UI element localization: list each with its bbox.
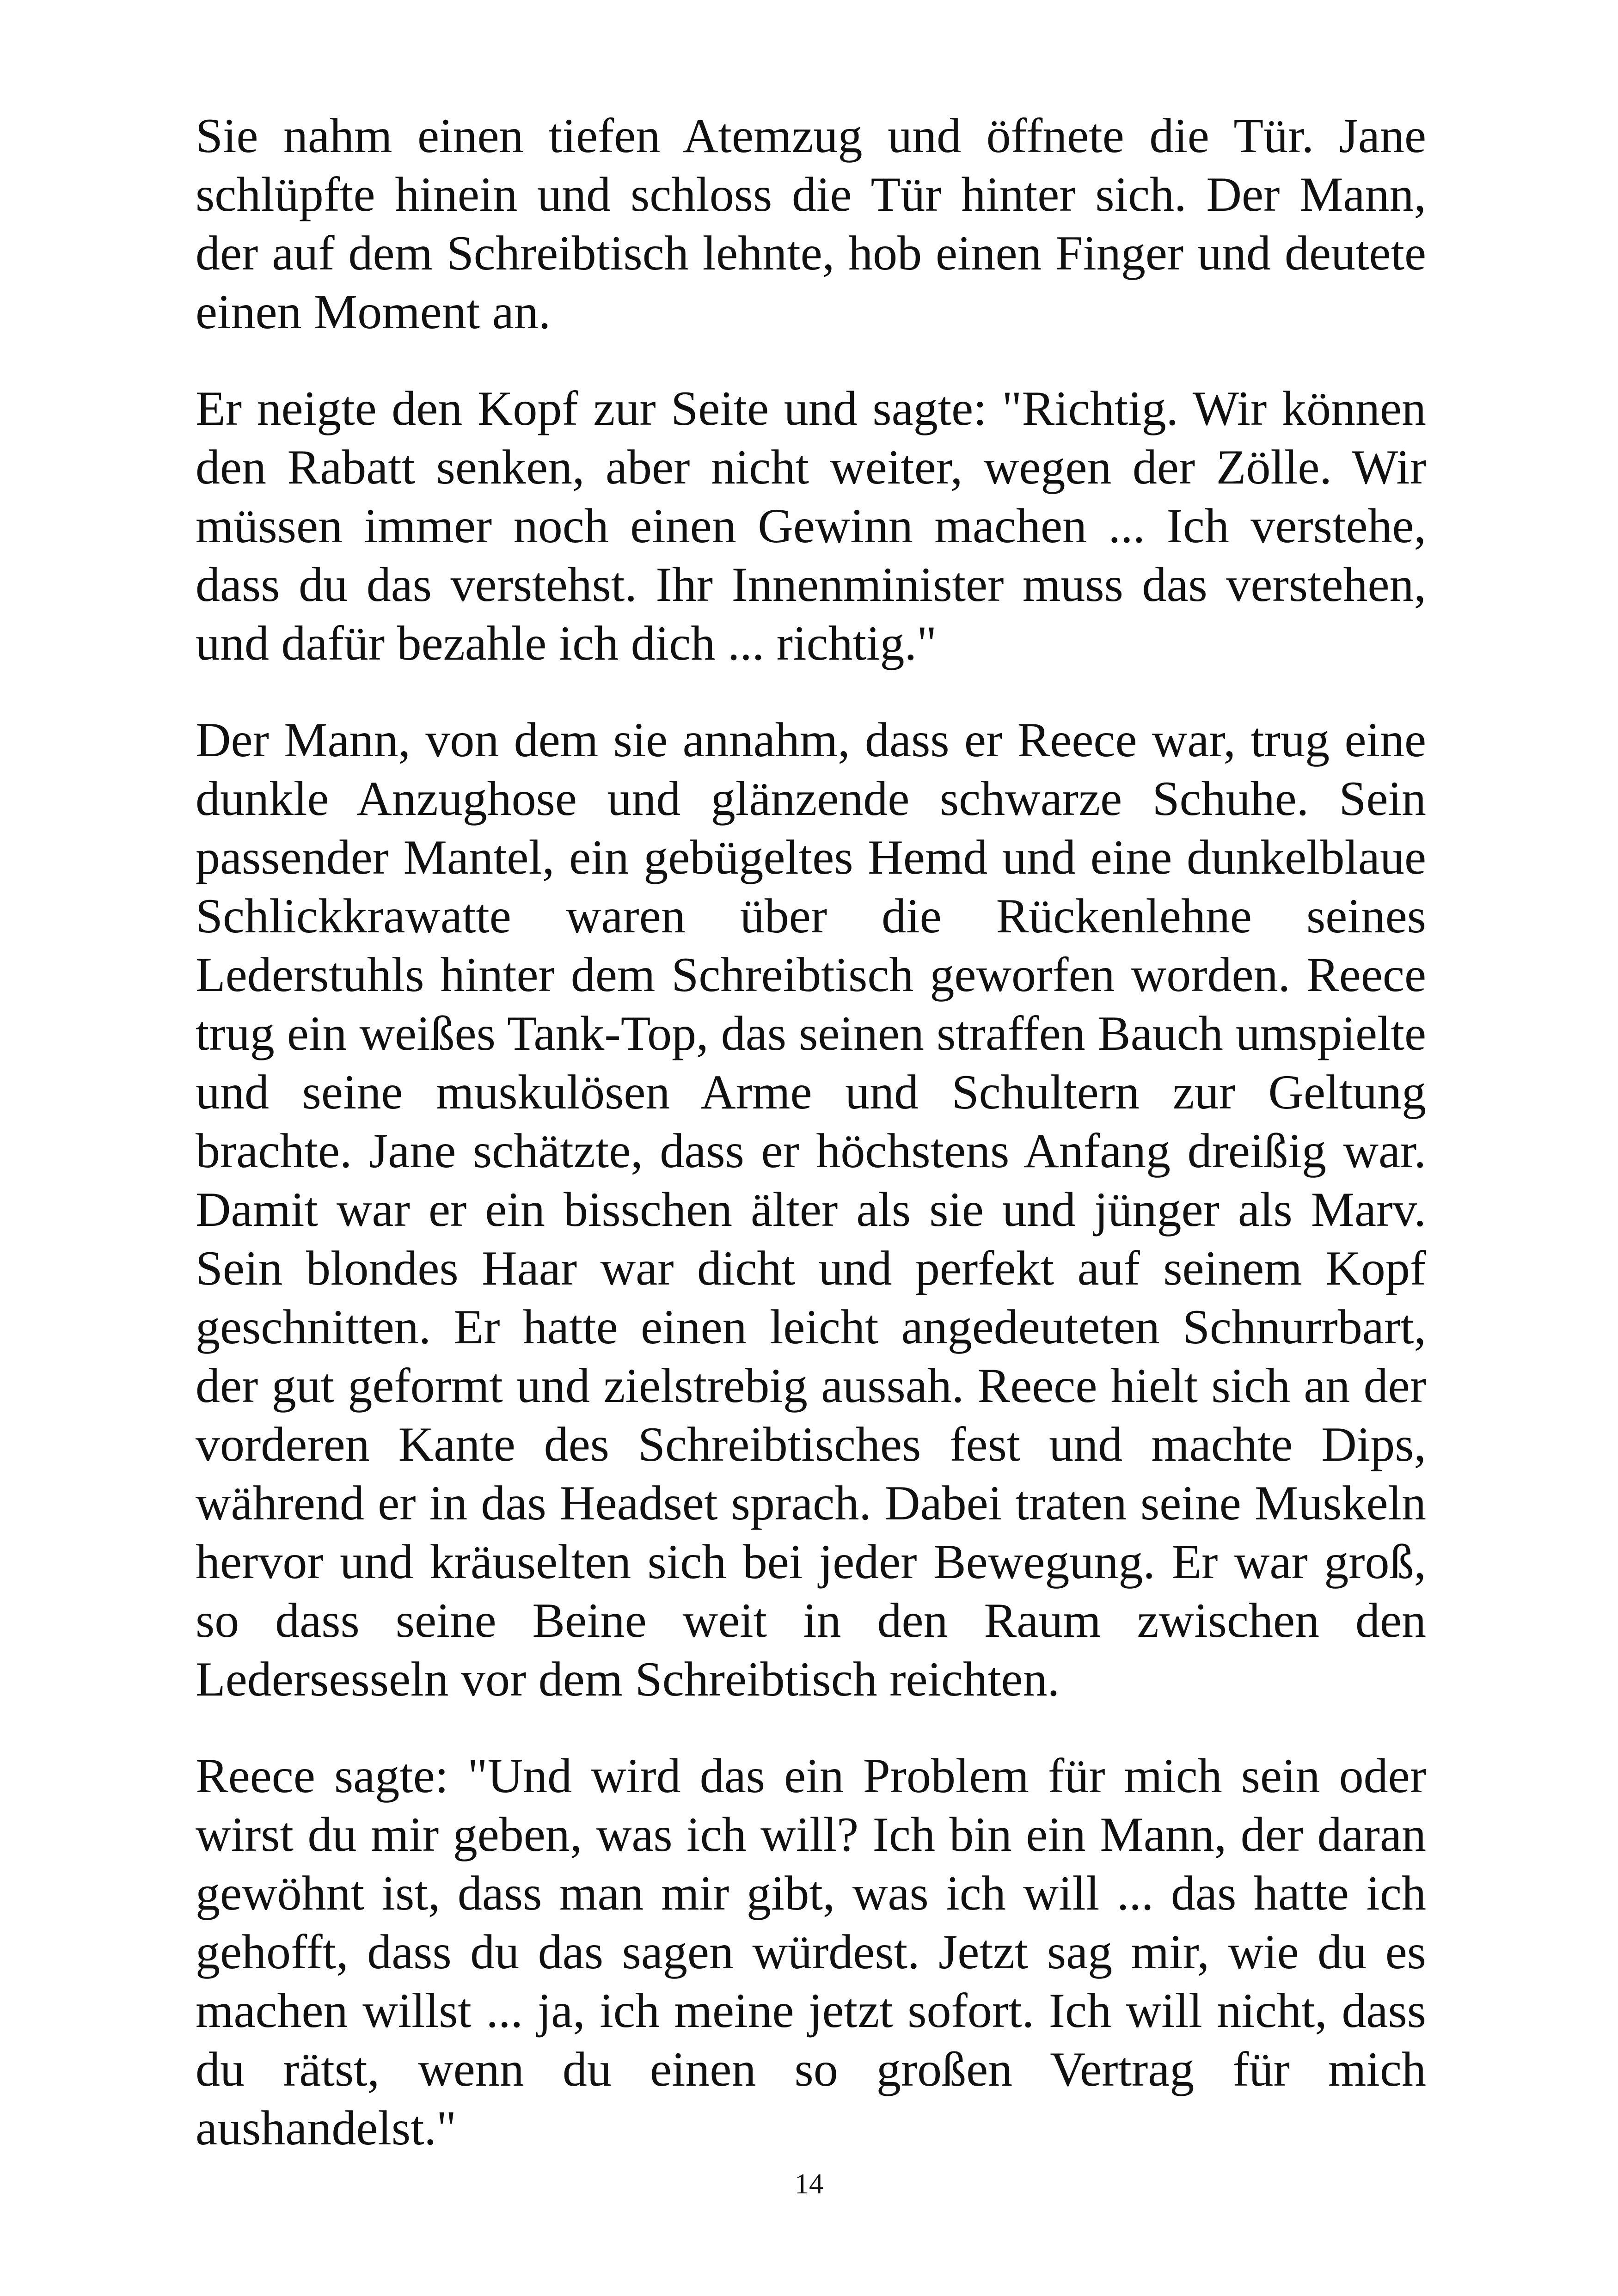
paragraph-1: Sie nahm einen tiefen Atemzug und öffnete die Tür. Jane schlüpfte hinein und schloss die Tür hinter sich. Der Mann, der auf dem Schreibtisch lehnte, hob einen Finger und deutete einen Moment an. — [196, 109, 1426, 339]
paragraph-3: Der Mann, von dem sie annahm, dass er Reece war, trug eine dunkle Anzughose und glänzende schwarze Schuhe. Sein passender Mantel, ein gebügeltes Hemd und eine dunkelblaue Schlickkrawatte waren über die Rückenlehne seines Lederstuhls hinter dem Schreibtisch geworfen worden. Reece trug ein weißes Tank-Top, das seinen straffen Bauch umspielte und seine muskulösen Arme und Schultern zur Geltung brachte. Jane schätzte, dass er höchstens Anfang dreißig war. Damit war er ein bisschen älter als sie und jünger als Marv. Sein blondes Haar war dicht und perfekt auf seinem Kopf geschnitten. Er hatte einen leicht angedeuteten Schnurrbart, der gut geformt und zielstrebig aussah. Reece hielt sich an der vorderen Kante des Schreibtisches fest und machte Dips, während er in das Headset sprach. Dabei traten seine Muskeln hervor und kräuselten sich bei jeder Bewegung. Er war groß, so dass seine Beine weit in den Raum zwischen den Ledersesseln vor dem Schreibtisch reichten. — [196, 713, 1426, 1706]
paragraph-2: Er neigte den Kopf zur Seite und sagte: "Richtig. Wir können den Rabatt senken, aber nicht weiter, wegen der Zölle. Wir müssen immer noch einen Gewinn machen ... Ich verstehe, dass du das verstehst. Ihr Innenminister muss das verstehen, und dafür bezahle ich dich ... richtig." — [196, 381, 1426, 670]
paragraph-4: Reece sagte: "Und wird das ein Problem für mich sein oder wirst du mir geben, was ich will? Ich bin ein Mann, der daran gewöhnt ist, dass man mir gibt, was ich will ... das hatte ich gehofft, dass du das sagen würdest. Jetzt sag mir, wie du es machen willst ... ja, ich meine jetzt sofort. Ich will nicht, dass du rätst, wenn du einen so großen Vertrag für mich aushandelst." — [196, 1749, 1426, 2155]
page-number: 14 — [795, 2168, 823, 2200]
body-text — [196, 106, 1426, 2195]
